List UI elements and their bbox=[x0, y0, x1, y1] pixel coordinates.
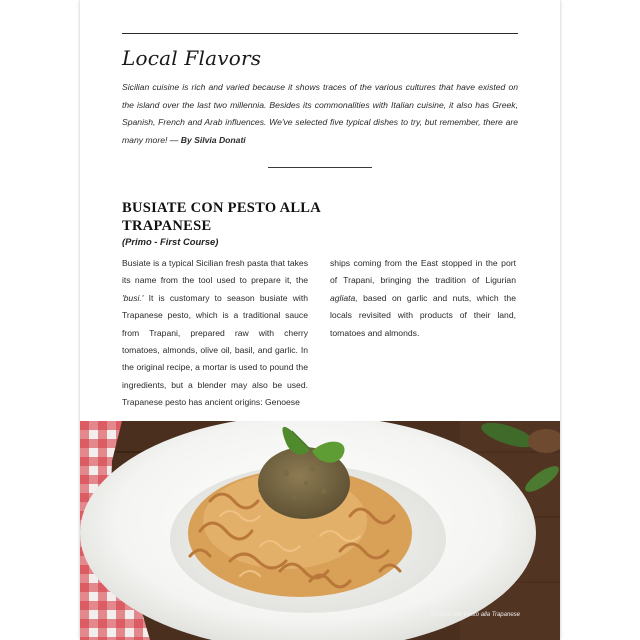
article-intro bbox=[122, 79, 518, 149]
magazine-page bbox=[80, 0, 560, 640]
col1-term: 'busi.' bbox=[122, 292, 144, 303]
section-divider bbox=[268, 167, 372, 168]
col2-text-b: based on garlic and nuts, which the locals revisited with products of their land, tomatoes and almonds. bbox=[330, 292, 516, 338]
photo-caption: Busiate con Pesto alla Trapanese bbox=[430, 612, 520, 618]
dish-course: (Primo - First Course) bbox=[122, 236, 219, 247]
dish-text-column-2 bbox=[330, 255, 516, 342]
dish-text-column-1 bbox=[122, 255, 308, 412]
dish-title: BUSIATE CON PESTO ALLA TRAPANESE bbox=[122, 200, 321, 234]
pasta-plate-illustration bbox=[80, 421, 560, 640]
article-title: Local Flavors bbox=[122, 46, 262, 70]
col1-text-b: It is customary to season busiate with Trapanese pesto, which is a traditional sauce from Trapani, prepared raw with cherry tomatoes, almonds, olive oil, basil, and garlic. In the original recipe, a mortar is used to pound the ingredients, but a blender may also be used. Trapanese pesto has ancient origins: Genoese bbox=[122, 292, 308, 408]
dish-photo bbox=[80, 421, 560, 640]
col1-text-a: Busiate is a typical Sicilian fresh pasta that takes its name from the tool used to prepare it, the bbox=[122, 258, 308, 286]
top-divider bbox=[122, 33, 518, 34]
col2-term: agliata, bbox=[330, 292, 358, 303]
col2-text-a: ships coming from the East stopped in the port of Trapani, bringing the tradition of Ligurian bbox=[330, 258, 516, 286]
intro-text: Sicilian cuisine is rich and varied because it shows traces of the various cultures that have existed on the island over the last two millennia. Besides its commonalities with Italian cuisine, it also has Greek, Spanish, French and Arab influences. We've selected five typical dishes to try, but remember, there are many more! — bbox=[122, 82, 518, 145]
author-byline: By Silvia Donati bbox=[180, 134, 246, 145]
